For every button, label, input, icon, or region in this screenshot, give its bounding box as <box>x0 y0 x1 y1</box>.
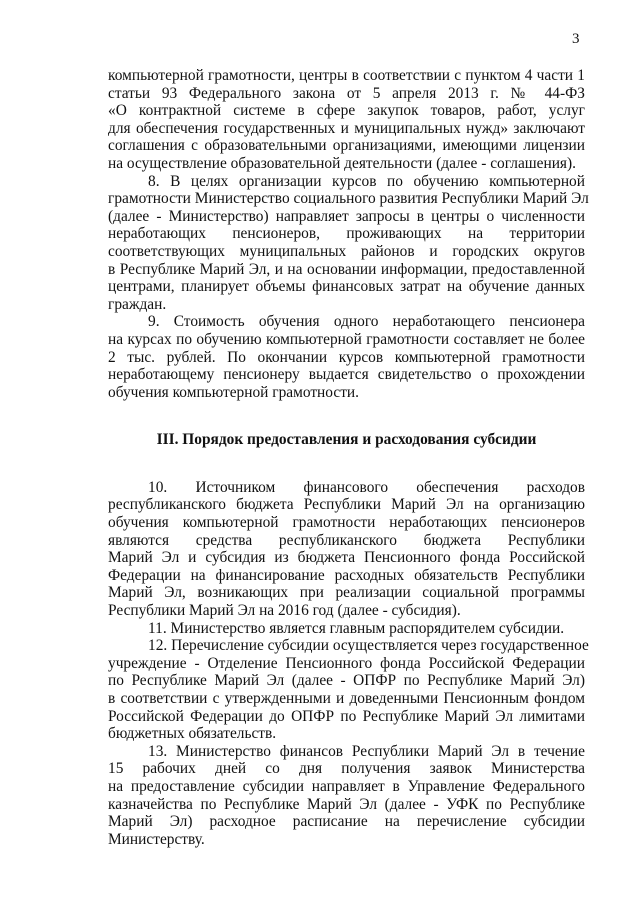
paragraph-p13 <box>108 743 585 849</box>
text-line: 12. Перечисление субсидии осуществляется через государственное <box>148 637 589 655</box>
text-line: «О контрактной системе в сфере закупок товаров, работ, услуг <box>108 102 585 120</box>
text-line: грамотности Министерство социального развития Республики Марий Эл <box>108 190 589 208</box>
text-line: граждан. <box>108 295 167 313</box>
text-line: на осуществление образовательной деятельности (далее - соглашения). <box>108 154 576 172</box>
text-line: Министерству. <box>108 830 205 848</box>
text-line: бюджетных обязательств. <box>108 725 277 743</box>
text-line: неработающему пенсионеру выдается свидетельство о прохождении <box>108 366 585 384</box>
text-line: Федерации на финансирование расходных обязательств Республики <box>108 566 585 584</box>
text-line: на предоставление субсидии направляет в Управление Федерального <box>108 777 585 795</box>
text-line: Марий Эл) расходное расписание на перечисление субсидии <box>108 813 585 831</box>
paragraph-p-cont <box>108 67 585 173</box>
text-line: обучения компьютерной грамотности неработающих пенсионеров <box>108 514 585 532</box>
text-line: по Республике Марий Эл (далее - ОПФР по Республике Марий Эл) <box>108 672 585 690</box>
text-line: (далее - Министерство) направляет запросы в центры о численности <box>108 207 585 225</box>
text-line: казначейства по Республике Марий Эл (далее - УФК по Республике <box>108 795 585 813</box>
text-line: соглашения с образовательными организациями, имеющими лицензии <box>108 137 585 155</box>
text-line: Марий Эл и субсидия из бюджета Пенсионного фонда Российской <box>108 549 585 567</box>
text-line: Марий Эл, возникающих при реализации социальной программы <box>108 584 585 602</box>
text-line: компьютерной грамотности, центры в соответствии с пунктом 4 части 1 <box>108 67 585 84</box>
document-body <box>108 67 589 848</box>
page-number: 3 <box>572 31 580 47</box>
text-line: 2 тыс. рублей. По окончании курсов компьютерной грамотности <box>108 348 585 366</box>
text-line: 15 рабочих дней со дня получения заявок Министерства <box>108 760 585 778</box>
text-line: неработающих пенсионеров, проживающих на территории <box>108 225 585 243</box>
text-line: в соответствии с утвержденными и доведенными Пенсионным фондом <box>108 690 585 707</box>
text-line: 13. Министерство финансов Республики Марий Эл в течение <box>148 742 585 760</box>
text-line: 10. Источником финансового обеспечения расходов <box>148 478 585 496</box>
paragraph-p9 <box>108 313 585 401</box>
text-line: учреждение - Отделение Пенсионного фонда Российской Федерации <box>108 654 585 672</box>
paragraph-p10 <box>108 479 585 620</box>
paragraph-p12 <box>108 637 589 743</box>
section-heading: III. Порядок предоставления и расходования субсидии <box>156 431 537 449</box>
text-line: Российской Федерации до ОПФР по Республике Марий Эл лимитами <box>108 707 585 725</box>
text-line: являются средства республиканского бюджета Республики <box>108 531 585 549</box>
text-line: республиканского бюджета Республики Марий Эл на организацию <box>108 496 585 514</box>
text-line: на курсах по обучению компьютерной грамотности составляет не более <box>108 330 585 348</box>
paragraph-p8 <box>108 172 589 314</box>
text-line: центрами, планирует объемы финансовых затрат на обучение данных <box>108 278 585 296</box>
text-line: Республики Марий Эл на 2016 год (далее - субсидия). <box>108 602 461 620</box>
text-line: 9. Стоимость обучения одного неработающего пенсионера <box>148 313 585 331</box>
text-line: 8. В целях организации курсов по обучению компьютерной <box>148 172 585 190</box>
text-line: для обеспечения государственных и муниципальных нужд» заключают <box>108 119 585 137</box>
text-line: статьи 93 Федерального закона от 5 апреля 2013 г. № 44-ФЗ <box>108 84 585 102</box>
text-line: в Республике Марий Эл, и на основании информации, предоставленной <box>108 260 585 278</box>
text-line: 11. Министерство является главным распорядителем субсидии. <box>148 619 565 637</box>
text-line: обучения компьютерной грамотности. <box>108 383 360 401</box>
paragraph-p11 <box>108 620 585 638</box>
text-line: соответствующих муниципальных районов и городских округов <box>108 242 585 260</box>
